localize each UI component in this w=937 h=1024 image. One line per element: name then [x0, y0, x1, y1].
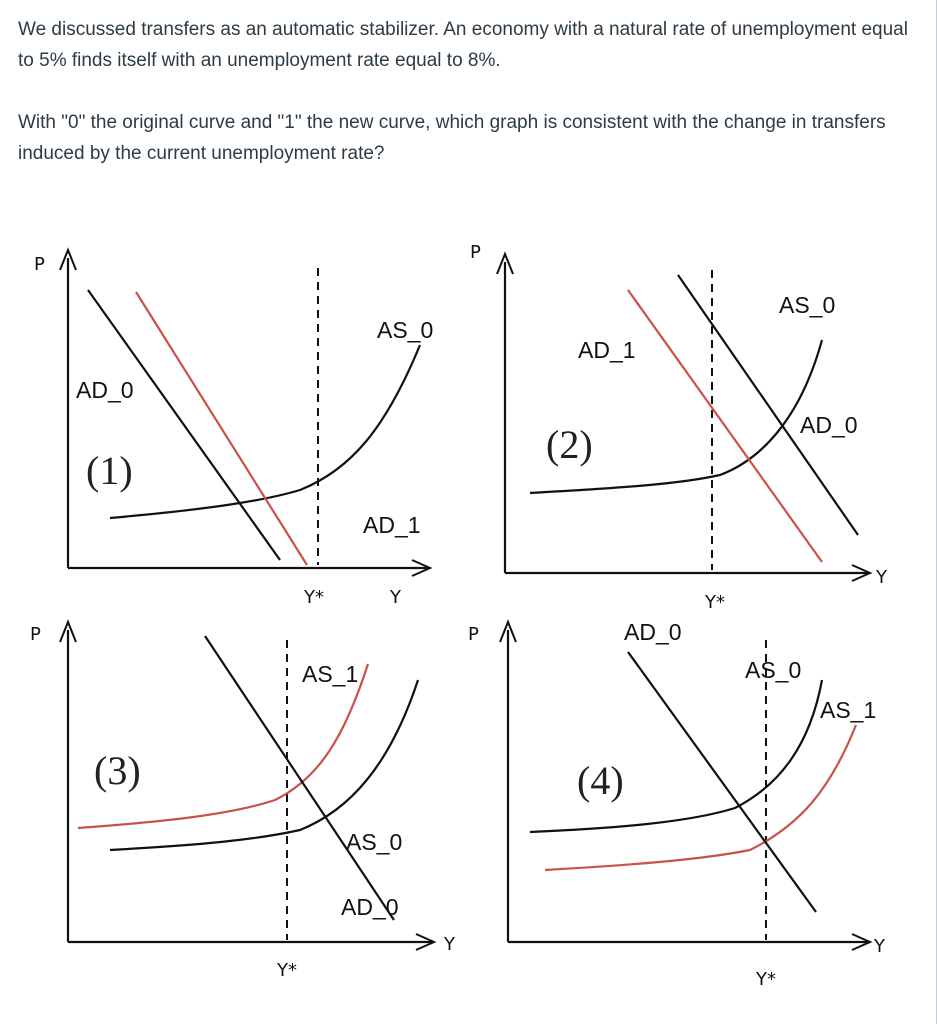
graph-4-ad0-curve — [628, 652, 816, 912]
graph-2 — [470, 242, 888, 613]
graph-4-as0-curve — [530, 680, 822, 832]
graph-2-number: (2) — [546, 422, 593, 467]
graph-1-as0-label: AS_0 — [377, 317, 434, 343]
graph-3-ad0-label: AD_0 — [341, 894, 399, 920]
question-paragraph-2: With "0" the original curve and "1" the new curve, which graph is consistent with the change in transfers induced by the current unemployment rate? — [18, 112, 886, 164]
graph-3-as1-label: AS_1 — [302, 661, 359, 687]
graph-1-as0-curve — [110, 345, 420, 518]
graph-2-ad1-label: AD_1 — [578, 337, 636, 363]
graph-3-as0-label: AS_0 — [346, 829, 403, 855]
question-paragraph-1: We discussed transfers as an automatic stabilizer. An economy with a natural rate of unemployment equal to 5% finds itself with an unemployment rate equal to 8%. — [18, 19, 908, 71]
graph-3-as1-curve — [78, 664, 368, 828]
graph-4-number: (4) — [577, 758, 624, 803]
graph-1-y-label: Y — [390, 587, 401, 608]
graph-4-y-label: Y — [874, 936, 885, 957]
graph-4 — [468, 619, 886, 990]
graph-4-ystar-label: Y* — [756, 969, 776, 990]
graph-1-ystar-label: Y* — [304, 587, 324, 608]
graph-1-number: (1) — [86, 448, 133, 493]
graph-2-ad1-curve — [628, 290, 822, 562]
graph-3-y-label: Y — [444, 934, 455, 955]
graph-3-ystar-label: Y* — [277, 960, 297, 981]
graph-1-p-label: P — [34, 254, 45, 275]
graph-2-ystar-label: Y* — [705, 592, 725, 613]
graph-2-y-label: Y — [876, 567, 887, 588]
graph-1-ad0-curve — [88, 290, 280, 560]
graph-4-as0-label: AS_0 — [745, 657, 802, 683]
graph-2-p-label: P — [470, 242, 481, 263]
graph-1 — [34, 250, 433, 608]
graph-3-ad0-curve — [205, 636, 394, 920]
graph-3-number: (3) — [94, 748, 141, 793]
graph-3-p-label: P — [30, 624, 41, 645]
graph-2-ad0-label: AD_0 — [800, 412, 858, 438]
graph-2-as0-curve — [530, 340, 822, 493]
graph-4-ad0-label: AD_0 — [624, 619, 682, 645]
graph-2-as0-label: AS_0 — [779, 292, 836, 318]
graph-4-p-label: P — [468, 624, 479, 645]
graph-1-ad0-label: AD_0 — [76, 377, 134, 403]
graph-1-ad1-curve — [136, 292, 307, 565]
graph-4-as1-label: AS_1 — [820, 697, 877, 723]
graph-3 — [30, 622, 456, 981]
graph-1-ad1-label: AD_1 — [363, 512, 421, 538]
graph-3-as0-curve — [110, 680, 418, 850]
